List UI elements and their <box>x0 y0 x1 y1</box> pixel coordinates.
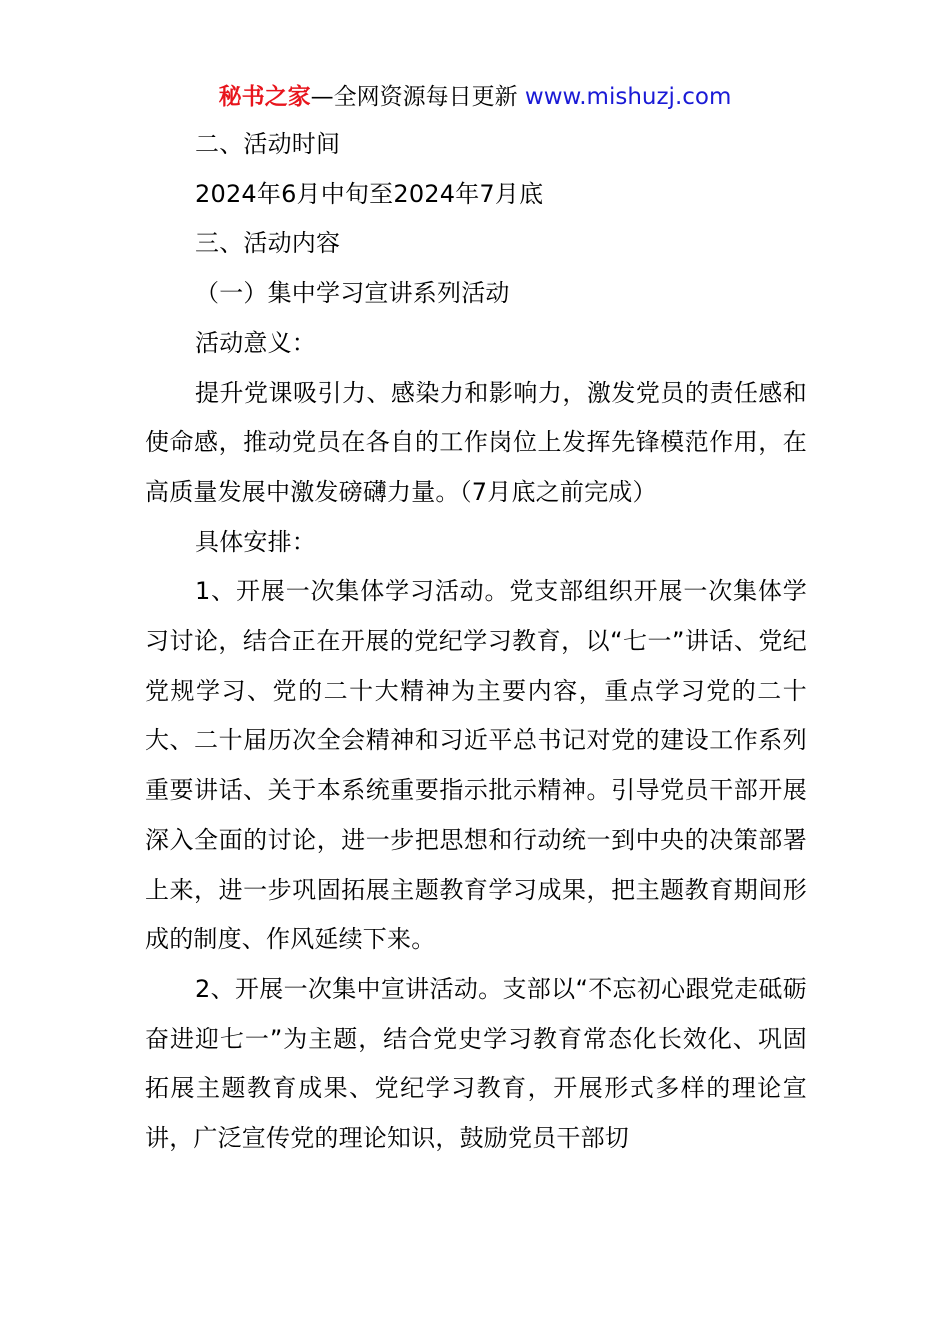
page-header <box>0 80 950 114</box>
section-heading-time: 二、活动时间 <box>195 130 341 158</box>
site-brand: 秘书之家 <box>218 84 311 110</box>
arrangement-label: 具体安排： <box>195 527 316 556</box>
activity-period: 2024年6月中旬至2024年7月底 <box>195 179 544 208</box>
site-url-link[interactable]: www.mishuzj.com <box>524 84 732 110</box>
purpose-paragraph: 提升党课吸引力、感染力和影响力，激发党员的责任感和使命感，推动党员在各自的工作岗位上发挥先锋模范作用，在高质量发展中激发磅礴力量。（7月底之前完成） <box>145 378 807 506</box>
purpose-label: 活动意义： <box>195 328 316 357</box>
subsection-heading: （一）集中学习宣讲系列活动 <box>195 279 510 308</box>
arrangement-item-2: 2、开展一次集中宣讲活动。支部以“不忘初心跟党走砥砺奋进迎七一”为主题，结合党史学习教育常态化长效化、巩固拓展主题教育成果、党纪学习教育，开展形式多样的理论宣讲，广泛宣传党的理论知识，鼓励党员干部切 <box>145 974 807 1153</box>
arrangement-item-1: 1、开展一次集体学习活动。党支部组织开展一次集体学习讨论，结合正在开展的党纪学习教育，以“七一”讲话、党纪党规学习、党的二十大精神为主要内容，重点学习党的二十大、二十届历次全会精神和习近平总书记对党的建设工作系列重要讲话、关于本系统重要指示批示精神。引导党员干部开展深入全面的讨论，进一步把思想和行动统一到中央的决策部署上来，进一步巩固拓展主题教育学习成果，把主题教育期间形成的制度、作风延续下来。 <box>145 577 807 954</box>
section-heading-content: 三、活动内容 <box>195 229 341 258</box>
document-body <box>145 120 807 1164</box>
site-slogan: —全网资源每日更新 <box>310 84 525 110</box>
